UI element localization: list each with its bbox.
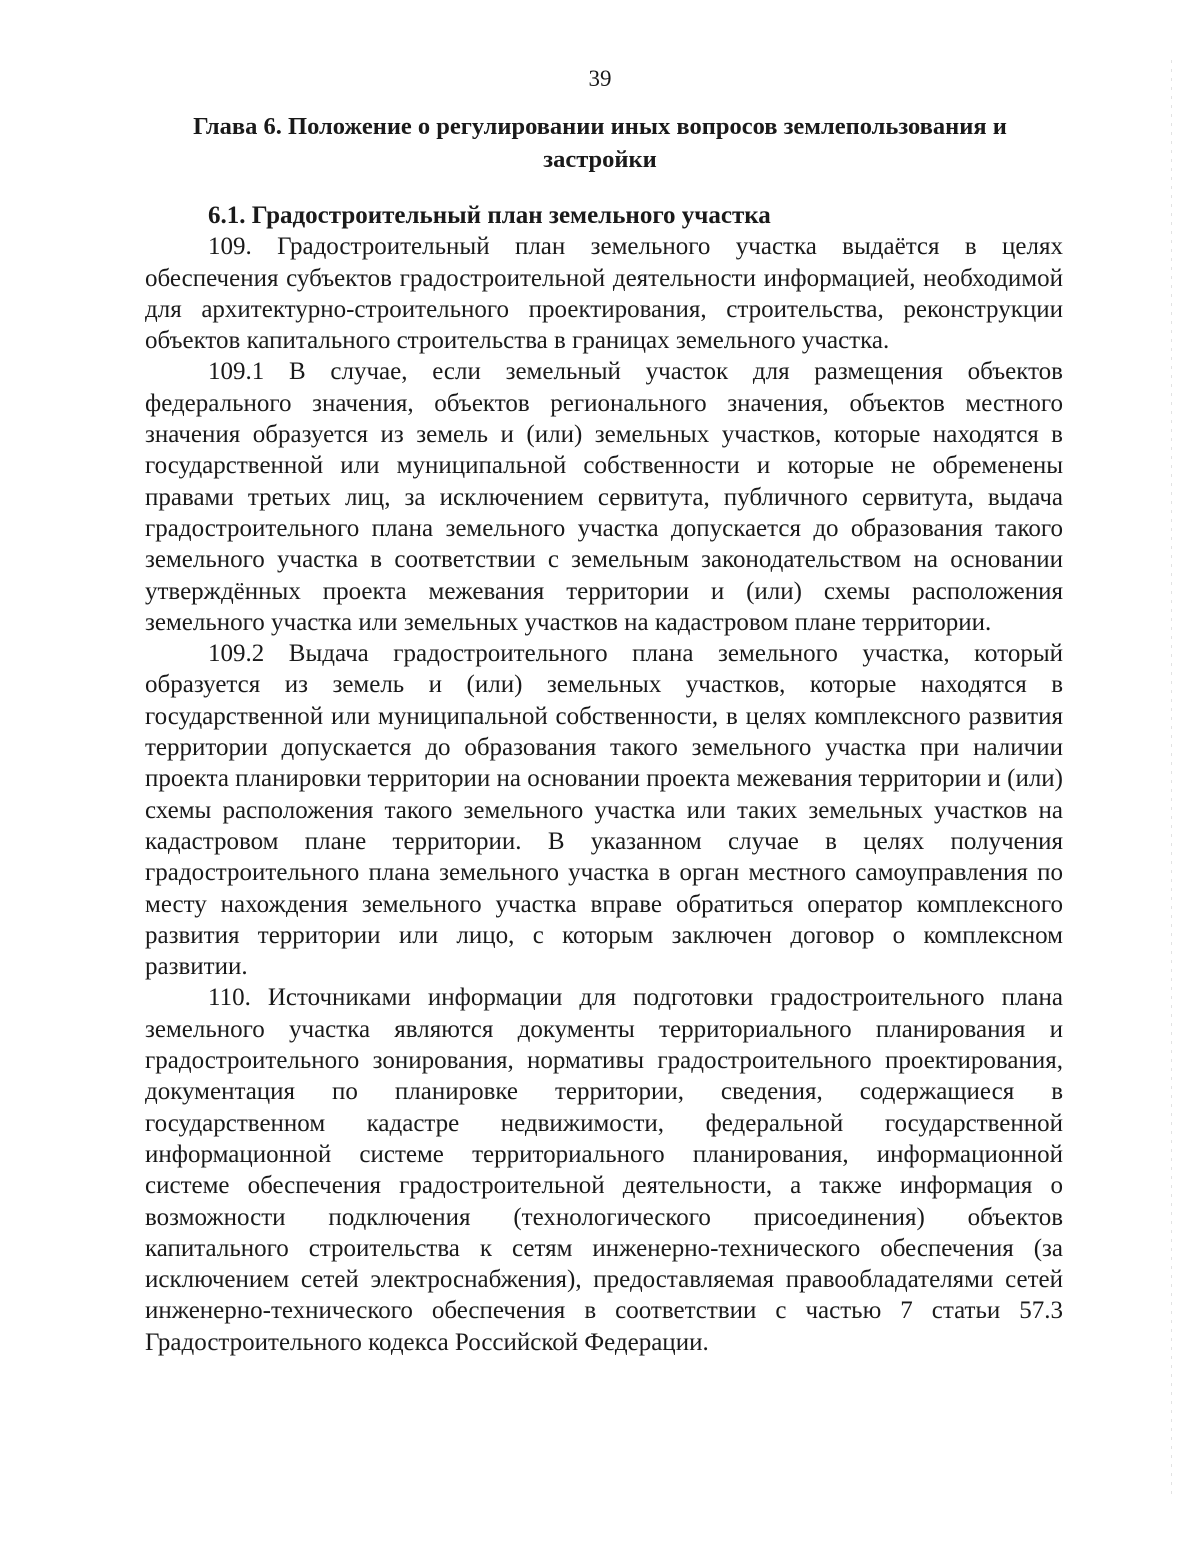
paragraph-109: 109. Градостроительный план земельного участка выдаётся в целях обеспечения субъектов градостроительной деятельности информацией, необходимой для архитектурно-строительного проектирования, строительства, реконструкции объектов капитального строительства в границах земельного участка.: [145, 233, 1063, 355]
section-heading: 6.1. Градостроительный план земельного участка: [208, 202, 771, 229]
scan-edge-artifact: [1171, 60, 1172, 1500]
page-number: 39: [588, 66, 612, 91]
chapter-title: Глава 6. Положение о регулировании иных вопросов землепользования и застройки: [193, 113, 1007, 173]
paragraph-109-1: 109.1 В случае, если земельный участок для размещения объектов федерального значения, объектов регионального значения, объектов местного значения образуется из земель и (или) земельных участков, которые находятся в государственной или муниципальной собственности и которые не обременены правами третьих лиц, за исключением сервитута, публичного сервитута, выдача градостроительного плана земельного участка допускается до образования такого земельного участка в соответствии с земельным законодательством на основании утверждённых проекта межевания территории и (или) схемы расположения земельного участка или земельных участков на кадастровом плане территории.: [145, 358, 1063, 636]
paragraph-110: 110. Источниками информации для подготовки градостроительного плана земельного участка являются документы территориального планирования и градостроительного зонирования, нормативы градостроительного проектирования, документация по планировке территории, сведения, содержащиеся в государственном кадастре недвижимости, федеральной государственной информационной системе территориального планирования, информационной системе обеспечения градостроительной деятельности, а также информация о возможности подключения (технологического присоединения) объектов капитального строительства к сетям инженерно-технического обеспечения (за исключением сетей электроснабжения), предоставляемая правообладателями сетей инженерно-технического обеспечения в соответствии с частью 7 статьи 57.3 Градостроительного кодекса Российской Федерации.: [145, 984, 1063, 1356]
document-body: [145, 200, 1063, 1358]
paragraph-109-2: 109.2 Выдача градостроительного плана земельного участка, который образуется из земель и (или) земельных участков, которые находятся в государственной или муниципальной собственности, в целях комплексного развития территории допускается до образования такого земельного участка при наличии проекта планировки территории на основании проекта межевания территории и (или) схемы расположения такого земельного участка или таких земельных участков на кадастровом плане территории. В указанном случае в целях получения градостроительного плана земельного участка в орган местного самоуправления по месту нахождения земельного участка вправе обратиться оператор комплексного развития территории или лицо, с которым заключен договор о комплексном развитии.: [145, 640, 1063, 981]
